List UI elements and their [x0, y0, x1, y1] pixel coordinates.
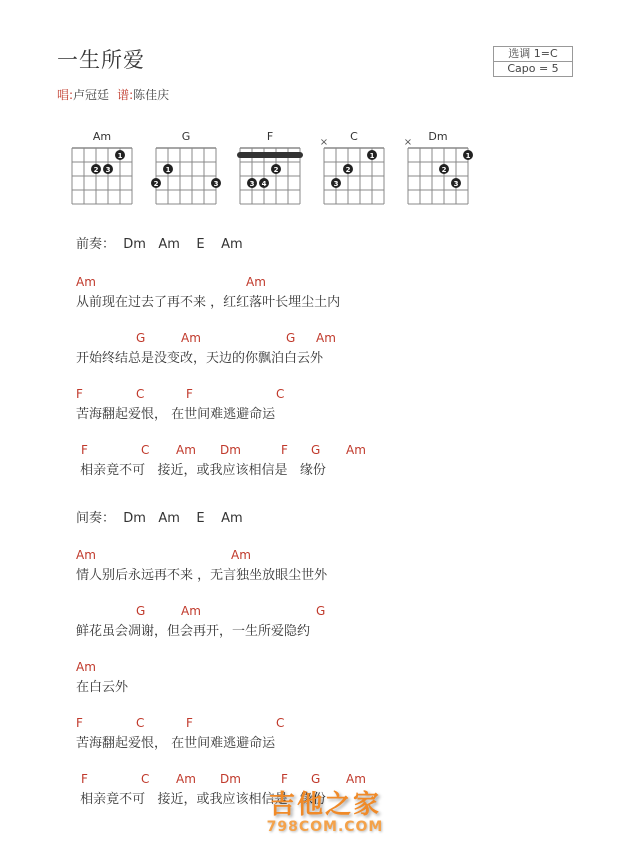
- chord-name: Dm: [428, 130, 448, 143]
- finger-number: 3: [333, 180, 339, 188]
- finger-number: 2: [153, 180, 159, 188]
- finger-number: 1: [369, 152, 375, 160]
- capo-text: Capo = 5: [494, 61, 572, 76]
- muted-string-icon: ×: [403, 137, 413, 148]
- lyric-line: [76, 660, 596, 700]
- lyric-line: [76, 548, 596, 588]
- finger-number: 2: [345, 166, 351, 174]
- song-title: 一生所爱: [57, 48, 145, 72]
- chord-row: [76, 275, 596, 291]
- chord-label: Dm: [220, 443, 241, 457]
- watermark-main: 吉他之家: [268, 790, 381, 820]
- arranger-name: 陈佳庆: [133, 88, 170, 102]
- chord-label: C: [276, 387, 285, 401]
- chord-label: F: [186, 387, 193, 401]
- chord-label: F: [81, 772, 88, 786]
- finger-number: 3: [105, 166, 111, 174]
- chord-name: F: [266, 130, 274, 143]
- chord-label: C: [141, 443, 150, 457]
- prelude-line: 前奏： Dm Am E Am: [76, 237, 243, 252]
- chord-label: F: [281, 443, 288, 457]
- finger-number: 3: [453, 180, 459, 188]
- chord-label: G: [136, 331, 146, 345]
- chord-label: C: [136, 387, 145, 401]
- interlude-line: 间奏： Dm Am E Am: [76, 511, 243, 526]
- chord-name: C: [350, 130, 358, 143]
- chord-label: F: [76, 716, 83, 730]
- lyric-text: 相亲竟不可 接近，或我应该相信是 缘份: [76, 792, 326, 807]
- chord-label: Am: [346, 443, 366, 457]
- finger-number: 2: [273, 166, 279, 174]
- lyric-text: 从前现在过去了再不来 ，红红落叶长埋尘土内: [76, 295, 341, 310]
- lyric-text: 苦海翻起爱恨， 在世间难逃避命运: [76, 407, 276, 422]
- finger-number: 2: [441, 166, 447, 174]
- finger-number: 3: [249, 180, 255, 188]
- lyric-line: [76, 443, 596, 483]
- chord-row: [76, 387, 596, 403]
- chord-label: C: [136, 716, 145, 730]
- lyric-line: [76, 604, 596, 644]
- chord-label: Am: [76, 660, 96, 674]
- chord-row: [76, 548, 596, 564]
- muted-string-icon: ×: [319, 137, 329, 148]
- chord-label: F: [281, 772, 288, 786]
- arranger-label: 谱:: [117, 88, 134, 102]
- singer-name: 卢冠廷: [73, 88, 110, 102]
- lyric-line: [76, 387, 596, 427]
- chord-label: Am: [76, 548, 96, 562]
- finger-number: 1: [165, 166, 171, 174]
- chord-label: F: [81, 443, 88, 457]
- chord-label: Am: [316, 331, 336, 345]
- chord-row: [76, 716, 596, 732]
- chord-label: Am: [176, 443, 196, 457]
- lyric-text: 苦海翻起爱恨， 在世间难逃避命运: [76, 736, 276, 751]
- chord-label: Am: [346, 772, 366, 786]
- chord-label: Am: [181, 331, 201, 345]
- chord-label: Am: [181, 604, 201, 618]
- chord-label: Am: [231, 548, 251, 562]
- finger-number: 4: [261, 180, 267, 188]
- chord-diagrams: [0, 0, 630, 215]
- lyric-text: 在白云外: [76, 680, 129, 695]
- lyric-line: [76, 331, 596, 371]
- chord-row: [76, 604, 596, 620]
- chord-label: G: [311, 443, 321, 457]
- lyric-text: 开始终结总是没变改，天边的你飘泊白云外: [76, 351, 324, 366]
- barre: [237, 152, 303, 158]
- chord-name: G: [181, 130, 191, 143]
- chord-label: Am: [176, 772, 196, 786]
- chord-label: G: [286, 331, 296, 345]
- chord-label: Dm: [220, 772, 241, 786]
- lyric-line: [76, 716, 596, 756]
- singer-label: 唱:: [57, 88, 74, 102]
- chord-row: [76, 331, 596, 347]
- watermark-logo: [250, 784, 400, 835]
- lyric-text: 情人别后永远再不来 ，无言独坐放眼尘世外: [76, 568, 328, 583]
- finger-number: 1: [117, 152, 123, 160]
- chord-label: G: [311, 772, 321, 786]
- chord-label: Am: [246, 275, 266, 289]
- lyric-line: [76, 275, 596, 315]
- chord-label: F: [186, 716, 193, 730]
- chord-label: C: [276, 716, 285, 730]
- finger-number: 1: [465, 152, 471, 160]
- chord-row: [76, 443, 596, 459]
- chord-label: Am: [76, 275, 96, 289]
- key-text: 选调 1=C: [508, 47, 558, 60]
- chord-label: G: [136, 604, 146, 618]
- lyric-text: 相亲竟不可 接近，或我应该相信是 缘份: [76, 463, 326, 478]
- finger-number: 2: [93, 166, 99, 174]
- chord-label: G: [316, 604, 326, 618]
- finger-number: 3: [213, 180, 219, 188]
- chord-label: C: [141, 772, 150, 786]
- chord-label: F: [76, 387, 83, 401]
- chord-row: [76, 660, 596, 676]
- chord-name: Am: [92, 130, 112, 143]
- lyric-text: 鲜花虽会凋谢，但会再开，一生所爱隐约: [76, 624, 311, 639]
- watermark-sub: 798COM.COM: [266, 819, 384, 835]
